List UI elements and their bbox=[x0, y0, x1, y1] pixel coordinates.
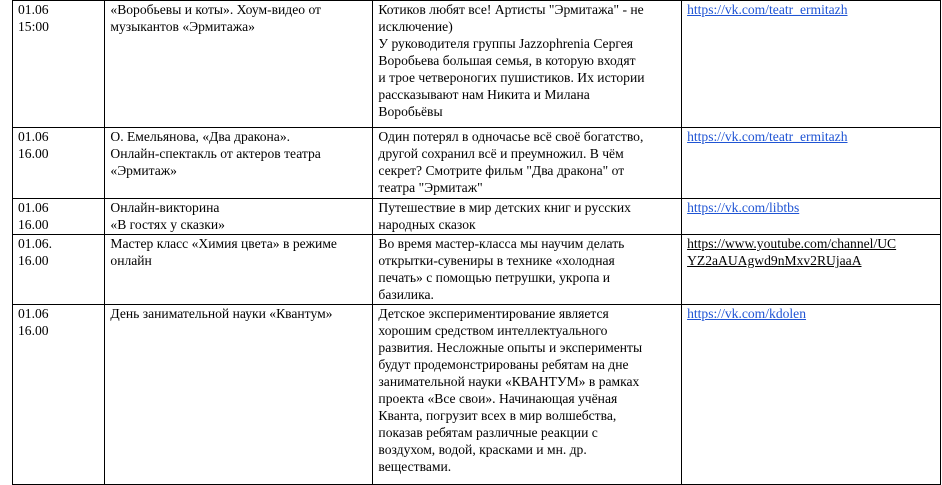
datetime-cell bbox=[13, 235, 105, 305]
table-row bbox=[13, 1, 941, 128]
event-desc-line: Котиков любят все! Артисты "Эрмитажа" - не bbox=[378, 2, 644, 17]
event-desc-line: и трое четвероногих пушистиков. Их истории bbox=[378, 70, 645, 85]
title-cell bbox=[105, 199, 373, 235]
event-desc-line: Воробьёвы bbox=[378, 104, 443, 119]
event-desc-line: будут продемонстрированы ребятам на дне bbox=[378, 357, 629, 372]
event-desc-line: секрет? Смотрите фильм "Два дракона" от bbox=[378, 163, 625, 178]
description-cell bbox=[373, 128, 682, 199]
link-cell bbox=[682, 235, 941, 305]
description-cell bbox=[373, 305, 682, 485]
event-desc-line: занимательной науки «КВАНТУМ» в рамках bbox=[378, 374, 640, 389]
event-desc-line: хорошим средством интеллектуального bbox=[378, 323, 608, 338]
event-date: 01.06 bbox=[18, 200, 49, 215]
title-cell bbox=[105, 305, 373, 485]
link-cell bbox=[682, 1, 941, 128]
datetime-cell bbox=[13, 128, 105, 199]
event-link-continued[interactable]: YZ2aAUAgwd9nMxv2RUjaaA bbox=[687, 253, 862, 268]
event-time: 16.00 bbox=[18, 323, 49, 338]
event-title-line: музыкантов «Эрмитажа» bbox=[110, 19, 255, 34]
event-title-line: «Эрмитаж» bbox=[110, 163, 177, 178]
event-desc-line: Кванта, погрузит всех в мир волшебства, bbox=[378, 408, 617, 423]
event-title-line: О. Емельянова, «Два дракона». bbox=[110, 129, 291, 144]
event-desc-line: базилика. bbox=[378, 287, 434, 302]
table-row bbox=[13, 128, 941, 199]
event-desc-line: народных сказок bbox=[378, 217, 476, 232]
datetime-cell bbox=[13, 1, 105, 128]
event-desc-line: веществами. bbox=[378, 459, 452, 474]
link-cell bbox=[682, 305, 941, 485]
event-title-line: Мастер класс «Химия цвета» в режиме bbox=[110, 236, 337, 251]
event-time: 16.00 bbox=[18, 146, 49, 161]
event-desc-line: Во время мастер-класса мы научим делать bbox=[378, 236, 625, 251]
event-desc-line: воздухом, водой, красками и мн. др. bbox=[378, 442, 587, 457]
events-table bbox=[12, 0, 941, 485]
title-cell bbox=[105, 128, 373, 199]
event-date: 01.06 bbox=[18, 306, 49, 321]
event-desc-line: Воробьева большая семья, в которую входят bbox=[378, 53, 636, 68]
description-cell bbox=[373, 199, 682, 235]
event-time: 16.00 bbox=[18, 217, 49, 232]
event-title-line: «Воробьевы и коты». Хоум-видео от bbox=[110, 2, 321, 17]
event-desc-line: рассказывают нам Никита и Милана bbox=[378, 87, 590, 102]
datetime-cell bbox=[13, 199, 105, 235]
event-desc-line: печать» с помощью петрушки, укропа и bbox=[378, 270, 611, 285]
event-desc-line: Один потерял в одночасье всё своё богатство, bbox=[378, 129, 644, 144]
event-desc-line: Путешествие в мир детских книг и русских bbox=[378, 200, 631, 215]
event-title-line: «В гостях у сказки» bbox=[110, 217, 225, 232]
event-desc-line: другой сохранил всё и преумножил. В чём bbox=[378, 146, 624, 161]
table-row bbox=[13, 199, 941, 235]
event-desc-line: Детское экспериментирование является bbox=[378, 306, 609, 321]
event-link[interactable]: https://www.youtube.com/channel/UC bbox=[687, 236, 897, 251]
event-title-line: Онлайн-викторина bbox=[110, 200, 220, 215]
event-desc-line: проекта «Все свои». Начинающая учёная bbox=[378, 391, 618, 406]
event-time: 16.00 bbox=[18, 253, 49, 268]
link-cell bbox=[682, 199, 941, 235]
title-cell bbox=[105, 1, 373, 128]
datetime-cell bbox=[13, 305, 105, 485]
event-time: 15:00 bbox=[18, 19, 49, 34]
event-link[interactable]: https://vk.com/kdolen bbox=[687, 306, 807, 321]
table-row bbox=[13, 305, 941, 485]
event-link[interactable]: https://vk.com/teatr_ermitazh bbox=[687, 129, 848, 144]
event-desc-line: открытки-сувениры в технике «холодная bbox=[378, 253, 615, 268]
table-row bbox=[13, 235, 941, 305]
event-date: 01.06. bbox=[18, 236, 52, 251]
description-cell bbox=[373, 1, 682, 128]
event-desc-line: театра "Эрмитаж" bbox=[378, 180, 483, 195]
event-link[interactable]: https://vk.com/libtbs bbox=[687, 200, 800, 215]
event-desc-line: У руководителя группы Jazzophrenia Сергея bbox=[378, 36, 634, 51]
event-title-line: Онлайн-спектакль от актеров театра bbox=[110, 146, 321, 161]
event-desc-line: развития. Несложные опыты и эксперименты bbox=[378, 340, 643, 355]
link-cell bbox=[682, 128, 941, 199]
event-title-line: День занимательной науки «Квантум» bbox=[110, 306, 333, 321]
event-desc-line: показав ребятам различные реакции с bbox=[378, 425, 598, 440]
event-date: 01.06 bbox=[18, 129, 49, 144]
event-date: 01.06 bbox=[18, 2, 49, 17]
event-link[interactable]: https://vk.com/teatr_ermitazh bbox=[687, 2, 848, 17]
title-cell bbox=[105, 235, 373, 305]
description-cell bbox=[373, 235, 682, 305]
event-desc-line: исключение) bbox=[378, 19, 453, 34]
schedule-document bbox=[12, 0, 941, 485]
event-title-line: онлайн bbox=[110, 253, 152, 268]
